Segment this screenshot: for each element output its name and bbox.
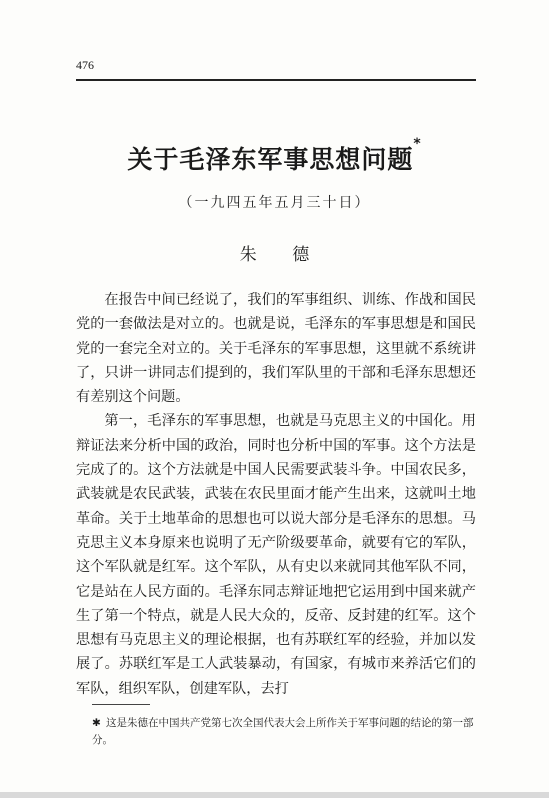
footnote	[92, 715, 477, 749]
body-text	[76, 288, 476, 701]
paragraph-2: 第一，毛泽东的军事思想，也就是马克思主义的中国化。用辩证法来分析中国的政治，同时也分析中国的军事。这个方法是完成了的。这个方法就是中国人民需要武装斗争。中国农民多，武装就是农民武装，武装在农民里面才能产生出来，这就叫土地革命。关于土地革命的思想也可以说大部分是毛泽东的思想。马克思主义本身原来也说明了无产阶级要革命，就要有它的军队，这个军队就是红军。这个军队，从有史以来就同其他军队不同，它是站在人民方面的。毛泽东同志辩证地把它运用到中国来就产生了第一个特点，就是人民大众的，反帝、反封建的红军。这个思想有马克思主义的理论根据，也有苏联红军的经验，并加以发展了。苏联红军是工人武装暴动，有国家，有城市来养活它们的军队，组织军队，创建军队，去打	[76, 413, 476, 697]
header-rule	[76, 79, 476, 81]
author-name: 朱 德	[239, 245, 310, 265]
page-number: 476	[76, 58, 94, 72]
footnote-rule	[92, 704, 150, 705]
footnote-asterisk-icon: ✱	[92, 717, 101, 729]
bottom-bar	[0, 792, 549, 798]
page-title	[0, 136, 549, 176]
title-text: 关于毛泽东军事思想问题	[127, 145, 414, 174]
footnote-mark: *	[413, 136, 422, 152]
footnote-text: 这是朱德在中国共产党第七次全国代表大会上所作关于军事问题的结论的第一部分。	[92, 717, 474, 746]
paragraph-1: 在报告中间已经说了，我们的军事组织、训练、作战和国民党的一套做法是对立的。也就是说，毛泽东的军事思想是和国民党的一套完全对立的。关于毛泽东的军事思想，这里就不系统讲了，只讲一讲同志们提到的，我们军队里的干部和毛泽东思想还有差别这个问题。	[76, 292, 476, 406]
date-line: （一九四五年五月三十日）	[178, 195, 371, 211]
